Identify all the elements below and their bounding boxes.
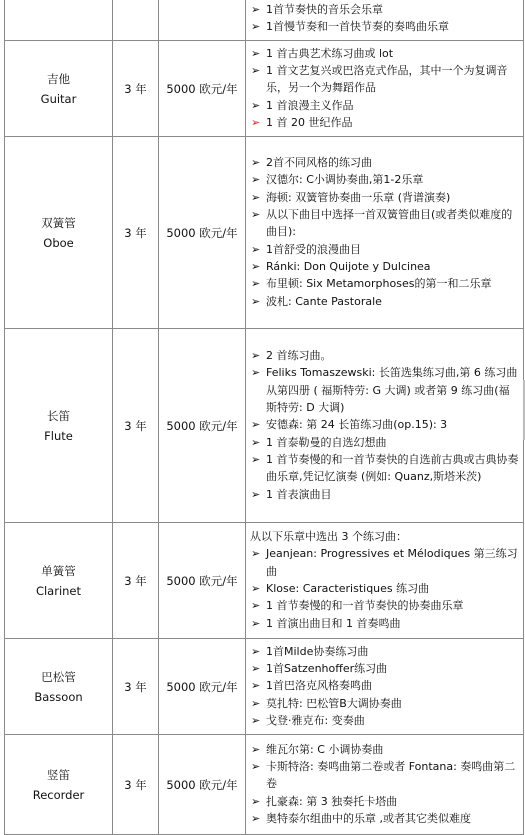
table-row bbox=[5, 523, 524, 639]
list-item bbox=[246, 97, 523, 114]
requirements-cell bbox=[246, 329, 524, 523]
instrument-name-zh: 竖笛 bbox=[47, 767, 70, 782]
list-item-text: 1首Milde协奏练习曲 bbox=[266, 644, 369, 658]
table-row bbox=[5, 41, 524, 137]
arrow-bullet-icon: ➢ bbox=[251, 208, 261, 222]
instrument-table-body bbox=[5, 0, 524, 835]
tuition-fee-cell: 5000 欧元/年 bbox=[159, 639, 246, 735]
list-item bbox=[246, 615, 523, 632]
list-item-text: 2 首练习曲。 bbox=[266, 349, 332, 363]
list-item bbox=[246, 793, 523, 810]
requirements-list bbox=[246, 740, 523, 829]
table-row bbox=[5, 639, 524, 735]
list-item bbox=[246, 486, 523, 503]
instrument-name-en: Bassoon bbox=[34, 689, 83, 704]
list-item-text: 1 首表演曲目 bbox=[266, 487, 332, 501]
list-item bbox=[246, 810, 523, 827]
tuition-fee-cell bbox=[159, 0, 246, 41]
list-item-text: 1首Satzenhoffer练习曲 bbox=[266, 662, 388, 676]
requirements-cell bbox=[246, 137, 524, 329]
list-item-text: 汉德尔: C小调协奏曲,第1-2乐章 bbox=[266, 173, 424, 187]
arrow-bullet-icon: ➢ bbox=[251, 662, 261, 676]
list-item bbox=[246, 677, 523, 694]
list-item-text: 布里顿: Six Metamorphoses的第一和二乐章 bbox=[266, 277, 492, 291]
list-item-text: 莫扎特: 巴松管B大调协奏曲 bbox=[266, 696, 402, 710]
list-item bbox=[246, 275, 523, 292]
duration-cell: 3 年 bbox=[113, 329, 159, 523]
list-item-text: 1首巴洛克风格奏鸣曲 bbox=[266, 679, 372, 693]
instrument-name-cell bbox=[5, 329, 113, 523]
requirements-list bbox=[246, 642, 523, 731]
list-item bbox=[246, 171, 523, 188]
requirements-intro: 从以下乐章中选出 3 个练习曲： bbox=[250, 530, 407, 544]
instrument-name-en: Recorder bbox=[32, 787, 85, 802]
instrument-name-cell bbox=[5, 735, 113, 835]
list-item bbox=[246, 347, 523, 364]
list-item bbox=[246, 62, 523, 97]
arrow-bullet-icon: ➢ bbox=[251, 616, 261, 630]
list-item bbox=[246, 18, 523, 35]
list-item-text: 卡斯特洛: 奏鸣曲第二卷或者 Fontana: 奏鸣曲第二卷 bbox=[266, 760, 516, 791]
arrow-bullet-icon: ➢ bbox=[251, 582, 261, 595]
arrow-bullet-icon: ➢ bbox=[251, 2, 261, 16]
arrow-bullet-icon: ➢ bbox=[251, 760, 261, 774]
tuition-fee-cell: 5000 欧元/年 bbox=[159, 137, 246, 329]
list-item-text: 1 首泰勒曼的自选幻想曲 bbox=[266, 435, 387, 449]
instrument-name-cell bbox=[5, 41, 113, 137]
list-item-text: 奥特泰尔组曲中的乐章 ,或者其它类似难度 bbox=[266, 811, 471, 825]
list-item-text: 1 首节奏慢的和一首节奏快的协奏曲乐章 bbox=[266, 599, 464, 613]
list-item bbox=[246, 1, 523, 18]
instrument-name-en: Clarinet bbox=[35, 583, 82, 598]
table-row bbox=[5, 137, 524, 329]
list-item-text: 1 首节奏慢的和一首节奏快的自选前古典或古典协奏曲乐章,凭记忆演奏 (例如: Quanz,斯塔米茨) bbox=[266, 452, 519, 484]
requirements-cell bbox=[246, 523, 524, 639]
arrow-bullet-icon: ➢ bbox=[251, 294, 261, 308]
list-item-text: 1 首文艺复兴或巴洛克式作品，其中一个为复调音乐，另一个为舞蹈作品 bbox=[266, 64, 508, 95]
duration-cell bbox=[113, 0, 159, 41]
arrow-bullet-icon: ➢ bbox=[251, 242, 261, 256]
list-item bbox=[246, 364, 523, 416]
list-item bbox=[246, 643, 523, 660]
list-item-text: 1 首演出曲目和 1 首奏鸣曲 bbox=[266, 616, 401, 630]
duration-cell: 3 年 bbox=[113, 735, 159, 835]
list-item-text: Feliks Tomaszewski: 长笛选集练习曲,第 6 练习曲从第四册 ( 福斯特劳: G 大调) 或者第 9 练习曲(福斯特劳: D 大调) bbox=[266, 366, 518, 415]
instrument-table bbox=[4, 0, 524, 835]
tuition-fee-cell: 5000 欧元/年 bbox=[159, 523, 246, 639]
arrow-bullet-icon: ➢ bbox=[251, 259, 261, 273]
requirements-cell bbox=[246, 0, 524, 41]
table-row bbox=[5, 0, 524, 41]
duration-cell: 3 年 bbox=[113, 41, 159, 137]
list-item bbox=[246, 741, 523, 758]
list-item bbox=[246, 434, 523, 451]
list-item bbox=[246, 451, 523, 486]
arrow-bullet-icon: ➢ bbox=[251, 452, 261, 466]
instrument-name-cell bbox=[5, 639, 113, 735]
list-item bbox=[246, 114, 523, 131]
list-item bbox=[246, 258, 523, 275]
instrument-name-zh: 双簧管 bbox=[41, 215, 76, 230]
list-item bbox=[246, 189, 523, 206]
duration-cell: 3 年 bbox=[113, 639, 159, 735]
list-item-text: 扎豪森: 第 3 独奏托卡塔曲 bbox=[266, 794, 398, 808]
instrument-name-zh: 吉他 bbox=[47, 71, 70, 86]
requirements-list bbox=[246, 153, 523, 312]
list-item-text: 安德森: 第 24 长笛练习曲(op.15): 3 bbox=[266, 418, 448, 432]
arrow-bullet-icon: ➢ bbox=[251, 418, 261, 432]
arrow-bullet-icon: ➢ bbox=[251, 20, 261, 33]
list-item bbox=[246, 712, 523, 729]
tuition-fee-cell: 5000 欧元/年 bbox=[159, 329, 246, 523]
arrow-bullet-icon: ➢ bbox=[251, 115, 261, 129]
instrument-name-en: Guitar bbox=[40, 91, 77, 106]
list-item-text: 波札: Cante Pastorale bbox=[266, 294, 382, 308]
arrow-bullet-icon: ➢ bbox=[251, 349, 261, 363]
list-item-text: 戈登·雅克布: 变奏曲 bbox=[266, 713, 365, 727]
arrow-bullet-icon: ➢ bbox=[251, 713, 261, 727]
arrow-bullet-icon: ➢ bbox=[251, 435, 261, 449]
instrument-name-zh: 巴松管 bbox=[41, 669, 76, 684]
arrow-bullet-icon: ➢ bbox=[251, 487, 261, 501]
arrow-bullet-icon: ➢ bbox=[251, 366, 261, 380]
instrument-name-en: Flute bbox=[44, 428, 73, 443]
list-item-text: Ránki: Don Quijote y Dulcinea bbox=[266, 259, 431, 273]
tuition-fee-cell: 5000 欧元/年 bbox=[159, 735, 246, 835]
list-item bbox=[246, 545, 523, 580]
instrument-name-zh: 长笛 bbox=[47, 408, 70, 423]
list-item-text: Klose: Caracteristiques 练习曲 bbox=[266, 582, 430, 595]
arrow-bullet-icon: ➢ bbox=[251, 156, 261, 170]
tuition-fee-cell: 5000 欧元/年 bbox=[159, 41, 246, 137]
list-item bbox=[246, 597, 523, 614]
table-row bbox=[5, 735, 524, 835]
instrument-name-zh: 单簧管 bbox=[41, 563, 76, 578]
instrument-name-cell bbox=[5, 523, 113, 639]
list-item bbox=[246, 580, 523, 597]
instrument-name-cell bbox=[5, 137, 113, 329]
instrument-name-en: Oboe bbox=[43, 235, 74, 250]
duration-cell: 3 年 bbox=[113, 137, 159, 329]
list-item-text: 海顿: 双簧管协奏曲一乐章 (背谱演奏) bbox=[266, 190, 451, 204]
arrow-bullet-icon: ➢ bbox=[251, 98, 261, 112]
arrow-bullet-icon: ➢ bbox=[251, 277, 261, 291]
arrow-bullet-icon: ➢ bbox=[251, 811, 261, 825]
arrow-bullet-icon: ➢ bbox=[251, 599, 261, 613]
list-item-text: 1 首古典艺术练习曲或 lot bbox=[266, 46, 394, 60]
arrow-bullet-icon: ➢ bbox=[251, 742, 261, 756]
requirements-cell bbox=[246, 41, 524, 137]
list-item bbox=[246, 206, 523, 241]
requirements-cell bbox=[246, 735, 524, 835]
list-item bbox=[246, 154, 523, 171]
list-item-text: 从以下曲目中选择一首双簧管曲目(或者类似难度的曲目): bbox=[266, 208, 513, 239]
requirements-list bbox=[246, 44, 523, 133]
list-item-text: 2首不同风格的练习曲 bbox=[266, 156, 372, 170]
list-item-text: 1 首浪漫主义作品 bbox=[266, 98, 354, 112]
arrow-bullet-icon: ➢ bbox=[251, 64, 261, 78]
requirements-list bbox=[246, 346, 523, 505]
requirements-cell bbox=[246, 639, 524, 735]
list-item-text: 1 首 20 世纪作品 bbox=[266, 115, 353, 129]
arrow-bullet-icon: ➢ bbox=[251, 679, 261, 693]
arrow-bullet-icon: ➢ bbox=[251, 547, 261, 561]
list-item bbox=[246, 241, 523, 258]
list-item-text: 1首慢节奏和一首快节奏的奏鸣曲乐章 bbox=[266, 20, 449, 33]
list-item-text: 1首节奏快的音乐会乐章 bbox=[266, 2, 383, 16]
arrow-bullet-icon: ➢ bbox=[251, 46, 261, 60]
requirements-list bbox=[246, 527, 523, 634]
list-item-text: Jeanjean: Progressives et Mélodiques 第三练习曲 bbox=[266, 547, 518, 578]
list-item bbox=[246, 293, 523, 310]
list-item bbox=[246, 695, 523, 712]
list-item bbox=[246, 416, 523, 433]
arrow-bullet-icon: ➢ bbox=[251, 173, 261, 187]
arrow-bullet-icon: ➢ bbox=[251, 696, 261, 710]
arrow-bullet-icon: ➢ bbox=[251, 644, 261, 658]
list-item bbox=[246, 660, 523, 677]
duration-cell: 3 年 bbox=[113, 523, 159, 639]
table-row bbox=[5, 329, 524, 523]
arrow-bullet-icon: ➢ bbox=[251, 794, 261, 808]
instrument-name-cell bbox=[5, 0, 113, 41]
list-item-text: 维瓦尔第: C 小调协奏曲 bbox=[266, 742, 384, 756]
list-item bbox=[246, 758, 523, 793]
requirements-list bbox=[246, 0, 523, 37]
list-item-text: 1首舒受的浪漫曲目 bbox=[266, 242, 361, 256]
arrow-bullet-icon: ➢ bbox=[251, 190, 261, 204]
list-item bbox=[246, 45, 523, 62]
